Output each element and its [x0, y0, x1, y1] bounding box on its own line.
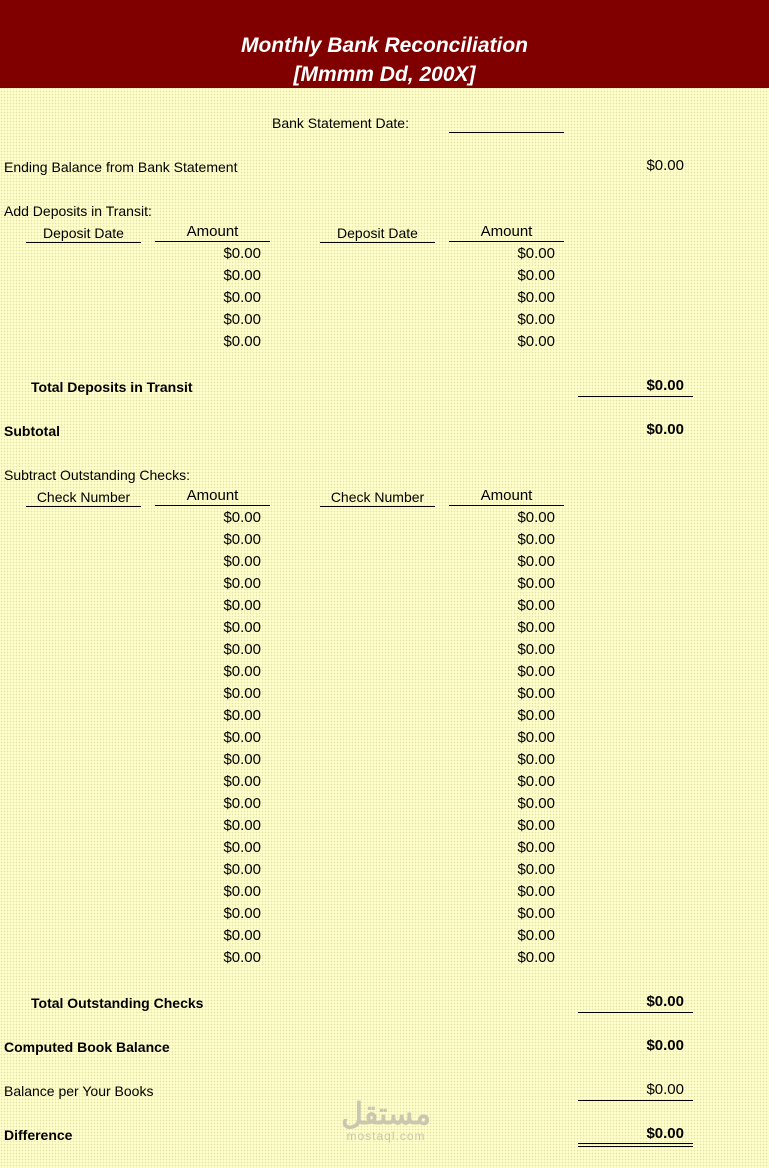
difference-value: $0.00 [646, 1125, 684, 1142]
check-amount-right[interactable]: $0.00 [517, 927, 555, 944]
check-amount-left[interactable]: $0.00 [223, 663, 261, 680]
total-deposits-value: $0.00 [646, 377, 684, 394]
total-checks-underline [578, 1012, 693, 1013]
check-amount-right[interactable]: $0.00 [517, 905, 555, 922]
check-amount-right[interactable]: $0.00 [517, 795, 555, 812]
subtotal-label: Subtotal [4, 423, 60, 439]
total-checks-value: $0.00 [646, 993, 684, 1010]
total-deposits-underline [578, 396, 693, 397]
ending-balance-label: Ending Balance from Bank Statement [4, 159, 238, 175]
check-amount-right[interactable]: $0.00 [517, 663, 555, 680]
check-amount-right[interactable]: $0.00 [517, 707, 555, 724]
ending-balance-value[interactable]: $0.00 [646, 157, 684, 174]
check-amount-left[interactable]: $0.00 [223, 839, 261, 856]
check-amount-left[interactable]: $0.00 [223, 597, 261, 614]
difference-double-underline [578, 1143, 693, 1147]
deposit-amount-right[interactable]: $0.00 [517, 311, 555, 328]
check-amount-left[interactable]: $0.00 [223, 509, 261, 526]
check-amount-left[interactable]: $0.00 [223, 927, 261, 944]
check-amount-left[interactable]: $0.00 [223, 685, 261, 702]
deposit-amount-left[interactable]: $0.00 [223, 267, 261, 284]
deposits-section-label: Add Deposits in Transit: [4, 203, 152, 219]
deposit-amount-right[interactable]: $0.00 [517, 245, 555, 262]
total-deposits-label: Total Deposits in Transit [31, 379, 193, 395]
check-amount-left[interactable]: $0.00 [223, 553, 261, 570]
check-amount-left[interactable]: $0.00 [223, 817, 261, 834]
check-amount-left[interactable]: $0.00 [223, 773, 261, 790]
check-amount-right[interactable]: $0.00 [517, 861, 555, 878]
total-checks-label: Total Outstanding Checks [31, 995, 204, 1011]
balance-per-books-underline [578, 1100, 693, 1101]
deposit-date-header-right: Deposit Date [320, 224, 435, 243]
check-amount-right[interactable]: $0.00 [517, 575, 555, 592]
page-subtitle: [Mmmm Dd, 200X] [293, 63, 476, 86]
check-amount-right[interactable]: $0.00 [517, 619, 555, 636]
difference-label: Difference [4, 1127, 73, 1143]
deposit-date-header-left: Deposit Date [26, 224, 141, 243]
check-amount-right[interactable]: $0.00 [517, 817, 555, 834]
check-amount-left[interactable]: $0.00 [223, 729, 261, 746]
deposit-amount-header-right: Amount [449, 223, 564, 242]
check-amount-left[interactable]: $0.00 [223, 905, 261, 922]
deposit-amount-left[interactable]: $0.00 [223, 245, 261, 262]
computed-book-balance-label: Computed Book Balance [4, 1039, 170, 1055]
check-amount-left[interactable]: $0.00 [223, 707, 261, 724]
page-title: Monthly Bank Reconciliation [240, 34, 529, 57]
watermark-latin: mostaql.com [346, 1129, 426, 1143]
check-amount-right[interactable]: $0.00 [517, 773, 555, 790]
check-amount-right[interactable]: $0.00 [517, 597, 555, 614]
check-amount-header-right: Amount [449, 487, 564, 506]
check-amount-right[interactable]: $0.00 [517, 641, 555, 658]
deposit-amount-left[interactable]: $0.00 [223, 333, 261, 350]
check-amount-left[interactable]: $0.00 [223, 883, 261, 900]
check-amount-right[interactable]: $0.00 [517, 531, 555, 548]
check-amount-left[interactable]: $0.00 [223, 751, 261, 768]
checks-section-label: Subtract Outstanding Checks: [4, 467, 190, 483]
subtotal-value: $0.00 [646, 421, 684, 438]
check-amount-right[interactable]: $0.00 [517, 839, 555, 856]
check-amount-right[interactable]: $0.00 [517, 751, 555, 768]
check-amount-left[interactable]: $0.00 [223, 949, 261, 966]
check-amount-right[interactable]: $0.00 [517, 553, 555, 570]
deposit-amount-left[interactable]: $0.00 [223, 311, 261, 328]
watermark-logo [336, 1100, 436, 1142]
deposit-amount-right[interactable]: $0.00 [517, 289, 555, 306]
check-amount-left[interactable]: $0.00 [223, 575, 261, 592]
check-amount-right[interactable]: $0.00 [517, 883, 555, 900]
deposit-amount-right[interactable]: $0.00 [517, 333, 555, 350]
balance-per-books-value[interactable]: $0.00 [646, 1081, 684, 1098]
balance-per-books-label: Balance per Your Books [4, 1083, 154, 1099]
watermark-arabic: مستقل [341, 1098, 431, 1131]
check-amount-header-left: Amount [155, 487, 270, 506]
check-amount-right[interactable]: $0.00 [517, 509, 555, 526]
check-amount-left[interactable]: $0.00 [223, 795, 261, 812]
check-number-header-right: Check Number [320, 488, 435, 507]
statement-date-field[interactable] [449, 132, 564, 133]
deposit-amount-header-left: Amount [155, 223, 270, 242]
check-amount-right[interactable]: $0.00 [517, 949, 555, 966]
title-banner [0, 0, 769, 88]
check-amount-right[interactable]: $0.00 [517, 729, 555, 746]
computed-book-balance-value: $0.00 [646, 1037, 684, 1054]
check-amount-left[interactable]: $0.00 [223, 861, 261, 878]
check-amount-left[interactable]: $0.00 [223, 619, 261, 636]
check-amount-right[interactable]: $0.00 [517, 685, 555, 702]
check-amount-left[interactable]: $0.00 [223, 641, 261, 658]
deposit-amount-right[interactable]: $0.00 [517, 267, 555, 284]
check-amount-left[interactable]: $0.00 [223, 531, 261, 548]
statement-date-label: Bank Statement Date: [272, 115, 409, 131]
check-number-header-left: Check Number [26, 488, 141, 507]
deposit-amount-left[interactable]: $0.00 [223, 289, 261, 306]
